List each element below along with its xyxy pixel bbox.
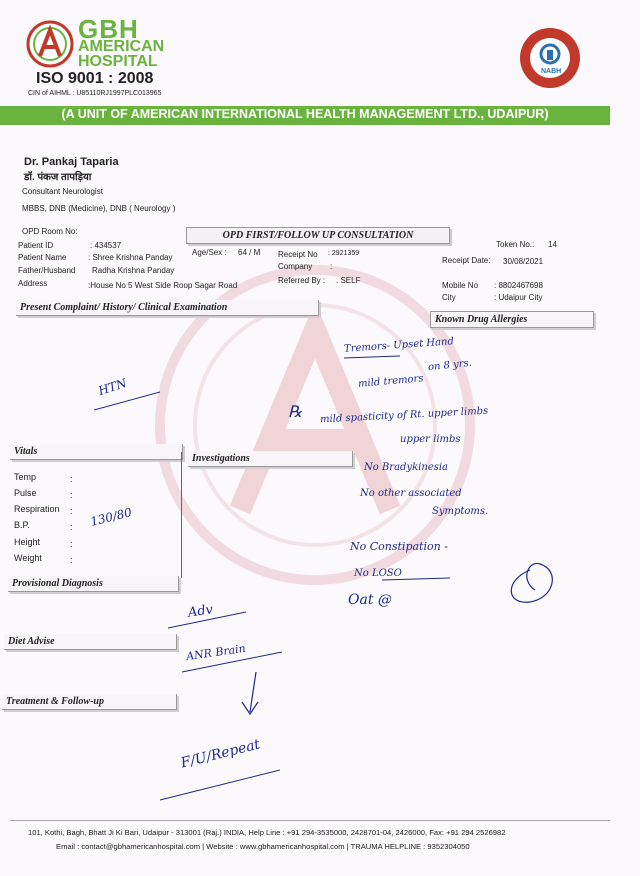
patient-id-value: : 434537 (90, 241, 122, 250)
hw-htn: HTN (96, 375, 129, 399)
company-label: Company (278, 262, 313, 271)
iso-label: ISO 9001 : 2008 (36, 70, 154, 87)
token-label: Token No.: (496, 240, 535, 249)
section-investigations: Investigations (188, 451, 353, 467)
vital-respiration: Respiration (14, 504, 60, 514)
agesex-value: 64 / M (238, 248, 261, 257)
hospital-name-american: AMERICAN (78, 38, 165, 55)
hw-adv: Adv (187, 602, 214, 621)
receipt-no-label: Receipt No (278, 250, 318, 259)
footer-contact: Email : contact@gbhamericanhospital.com | Website : www.gbhamericanhospital.com | TRAUMA HELPLINE : 9352304050 (56, 842, 470, 851)
vital-height: Height (14, 537, 41, 547)
receipt-no-value: : 2921359 (328, 250, 360, 257)
doctor-name-hindi: डॉ. पंकज तापड़िया (24, 172, 92, 183)
city-value: : Udaipur City (494, 293, 543, 302)
footer-address: 101, Kothi, Bagh, Bhatt Ji Ki Bari, Udaipur - 313001 (Raj.) INDIA, Help Line : +91 294-3535000, 2428701-04, 2426000, Fax: +91 294 2526982 (28, 828, 506, 837)
doctor-degrees: MBBS, DNB (Medicine), DNB ( Neurology ) (22, 204, 176, 213)
nabh-label: NABH (541, 68, 562, 75)
father-label: Father/Husband (18, 266, 76, 275)
hw-constip: No Constipation - (350, 540, 448, 553)
section-vitals: Vitals (10, 444, 183, 460)
doctor-title: Consultant Neurologist (22, 187, 103, 196)
doctor-name: Dr. Pankaj Taparia (24, 156, 119, 168)
section-complaint: Present Complaint/ History/ Clinical Examination (16, 300, 319, 316)
vital-bp: B.P. (14, 520, 30, 530)
mobile-label: Mobile No (442, 281, 479, 290)
consultation-heading: OPD FIRST/FOLLOW UP CONSULTATION (186, 227, 450, 244)
section-treatment: Treatment & Follow-up (2, 694, 177, 710)
address-label: Address (18, 279, 48, 288)
hw-nlso: No LOSO (354, 568, 402, 579)
vital-temp: Temp (14, 472, 37, 482)
hw-other: No other associated (360, 488, 462, 499)
opd-room-label: OPD Room No: (22, 227, 78, 236)
vital-colon: : (70, 474, 73, 484)
cin-label: CIN of AIHML : U85110RJ1997PLC013965 (28, 90, 162, 97)
patient-id-label: Patient ID (18, 241, 54, 250)
section-provisional: Provisional Diagnosis (8, 576, 179, 592)
hospital-banner-text: (A UNIT OF AMERICAN INTERNATIONAL HEALTH MANAGEMENT LTD., UDAIPUR) (61, 107, 549, 121)
hw-tremors: Tremors- Upset Hand (343, 336, 455, 355)
section-allergies: Known Drug Allergies (430, 311, 594, 328)
father-value: Radha Krishna Panday (92, 266, 175, 275)
section-diet: Diet Advise (4, 634, 177, 650)
vital-colon: : (70, 539, 73, 549)
vital-colon: : (70, 555, 73, 565)
hw-followup: F/U/Repeat (179, 736, 262, 772)
vital-pulse: Pulse (14, 488, 37, 498)
referred-label: Referred By : (278, 276, 326, 285)
hw-rx-symbol: ℞ (288, 402, 303, 421)
hw-tremors2: on 8 yrs. (427, 357, 473, 374)
hw-mild: mild tremors (357, 373, 424, 390)
hw-anr-brain: ANR Brain (185, 641, 247, 664)
vital-weight: Weight (14, 553, 42, 563)
referred-value: . SELF (336, 276, 361, 285)
token-value: 14 (548, 240, 557, 249)
agesex-label: Age/Sex : (192, 248, 227, 257)
vital-colon: : (70, 506, 73, 516)
city-label: City (442, 293, 456, 302)
hw-spasticity: mild spasticity of Rt. upper limbs (319, 405, 489, 426)
patient-name-value: : Shree Krishna Panday (88, 253, 173, 262)
hw-oat: Oat @ (348, 592, 392, 608)
patient-name-label: Patient Name (18, 253, 67, 262)
hw-brady: No Bradykinesia (364, 462, 448, 473)
hw-spasticity2: upper limbs (400, 434, 461, 445)
hospital-name-hospital: HOSPITAL (78, 53, 158, 70)
receipt-date-label: Receipt Date: (442, 256, 491, 265)
vital-colon: : (70, 490, 73, 500)
company-value: : (330, 262, 333, 271)
hw-other2: Symptoms. (432, 506, 489, 517)
hw-bp-value: 130/80 (88, 505, 134, 529)
receipt-date-value: 30/08/2021 (503, 257, 544, 266)
vital-colon: : (70, 522, 73, 532)
address-value: :House No 5 West Side Roop Sagar Road (88, 281, 238, 290)
mobile-value: : 8802467698 (494, 281, 543, 290)
hospital-name-gbh: GBH (78, 14, 139, 44)
footer-rule (10, 820, 610, 821)
